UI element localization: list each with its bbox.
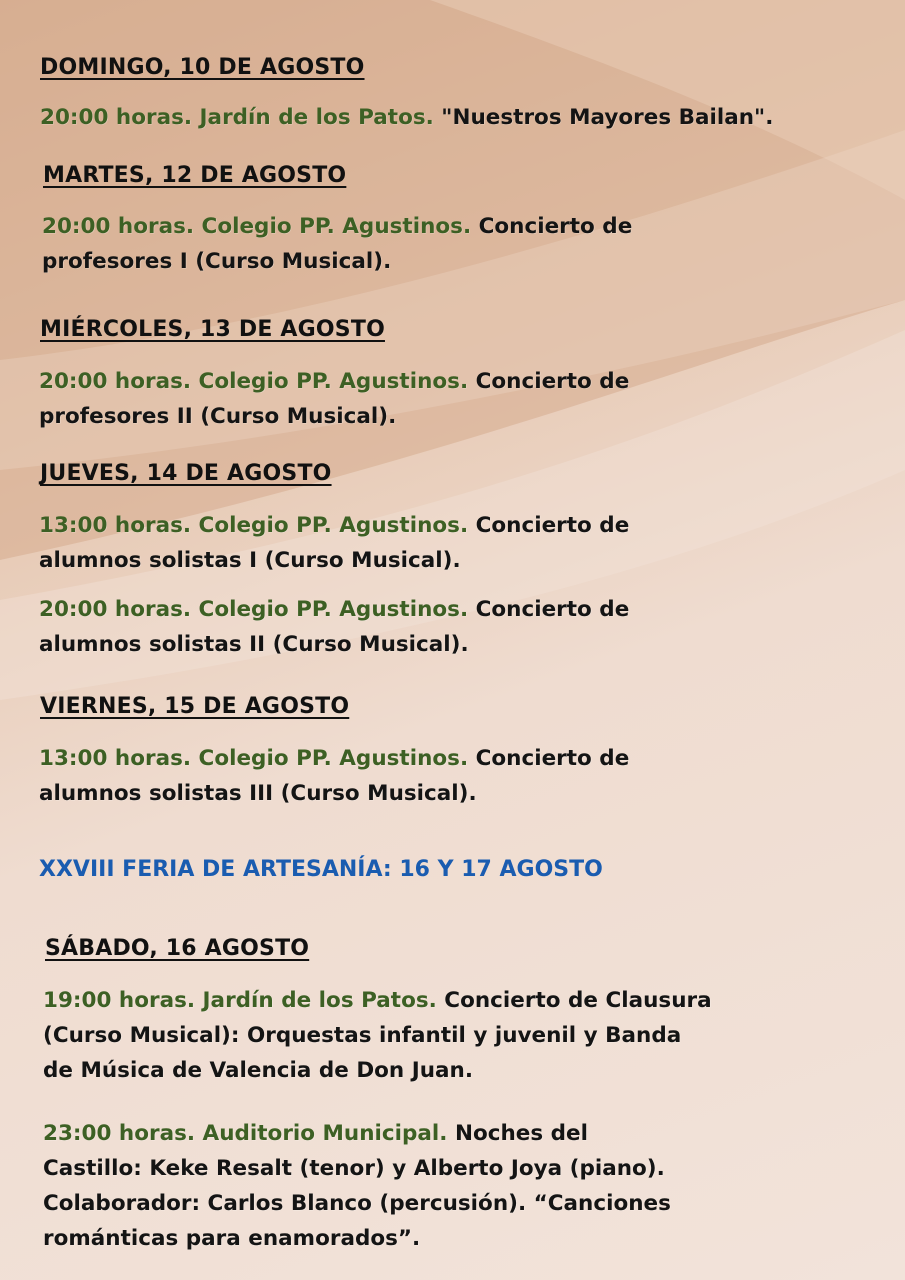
event-description: Concierto de Clausura (Curso Musical): Orquestas infantil y juvenil y Banda de Música de Valencia de Don Juan. (43, 988, 712, 1083)
event-item (39, 508, 679, 578)
event-description: Concierto de alumnos solistas I (Curso Musical). (39, 513, 630, 573)
day-heading: MARTES, 12 DE AGOSTO (43, 163, 347, 188)
day-heading: VIERNES, 15 DE AGOSTO (40, 694, 350, 719)
event-time-place: 20:00 horas. Colegio PP. Agustinos. (42, 214, 472, 239)
event-time-place: 23:00 horas. Auditorio Municipal. (43, 1121, 448, 1146)
day-heading: MIÉRCOLES, 13 DE AGOSTO (40, 317, 385, 342)
event-item (39, 364, 679, 434)
event-item (39, 592, 679, 662)
event-item (39, 741, 679, 811)
event-item (42, 209, 682, 279)
event-description: Concierto de alumnos solistas III (Curso Musical). (39, 746, 630, 806)
event-description: "Nuestros Mayores Bailan". (433, 105, 774, 130)
event-description: Concierto de alumnos solistas II (Curso Musical). (39, 597, 630, 657)
feria-title: XXVIII FERIA DE ARTESANÍA: 16 Y 17 AGOSTO (39, 857, 603, 882)
event-description: Noches del Castillo: Keke Resalt (tenor) y Alberto Joya (piano). Colaborador: Carlos Blanco (percusión). “Canciones románticas para enamorados”. (43, 1121, 671, 1251)
event-item (43, 1116, 673, 1256)
day-heading: DOMINGO, 10 DE AGOSTO (40, 55, 365, 80)
event-time-place: 13:00 horas. Colegio PP. Agustinos. (39, 513, 469, 538)
event-time-place: 19:00 horas. Jardín de los Patos. (43, 988, 437, 1013)
event-time-place: 13:00 horas. Colegio PP. Agustinos. (39, 746, 469, 771)
event-item (43, 983, 713, 1088)
day-heading: JUEVES, 14 DE AGOSTO (40, 461, 332, 486)
event-description: Concierto de profesores II (Curso Musical). (39, 369, 630, 429)
event-description: Concierto de profesores I (Curso Musical). (42, 214, 633, 274)
event-time-place: 20:00 horas. Colegio PP. Agustinos. (39, 597, 469, 622)
event-time-place: 20:00 horas. Jardín de los Patos. (40, 105, 434, 130)
day-heading: SÁBADO, 16 AGOSTO (45, 936, 310, 961)
event-item (40, 100, 870, 135)
event-time-place: 20:00 horas. Colegio PP. Agustinos. (39, 369, 469, 394)
